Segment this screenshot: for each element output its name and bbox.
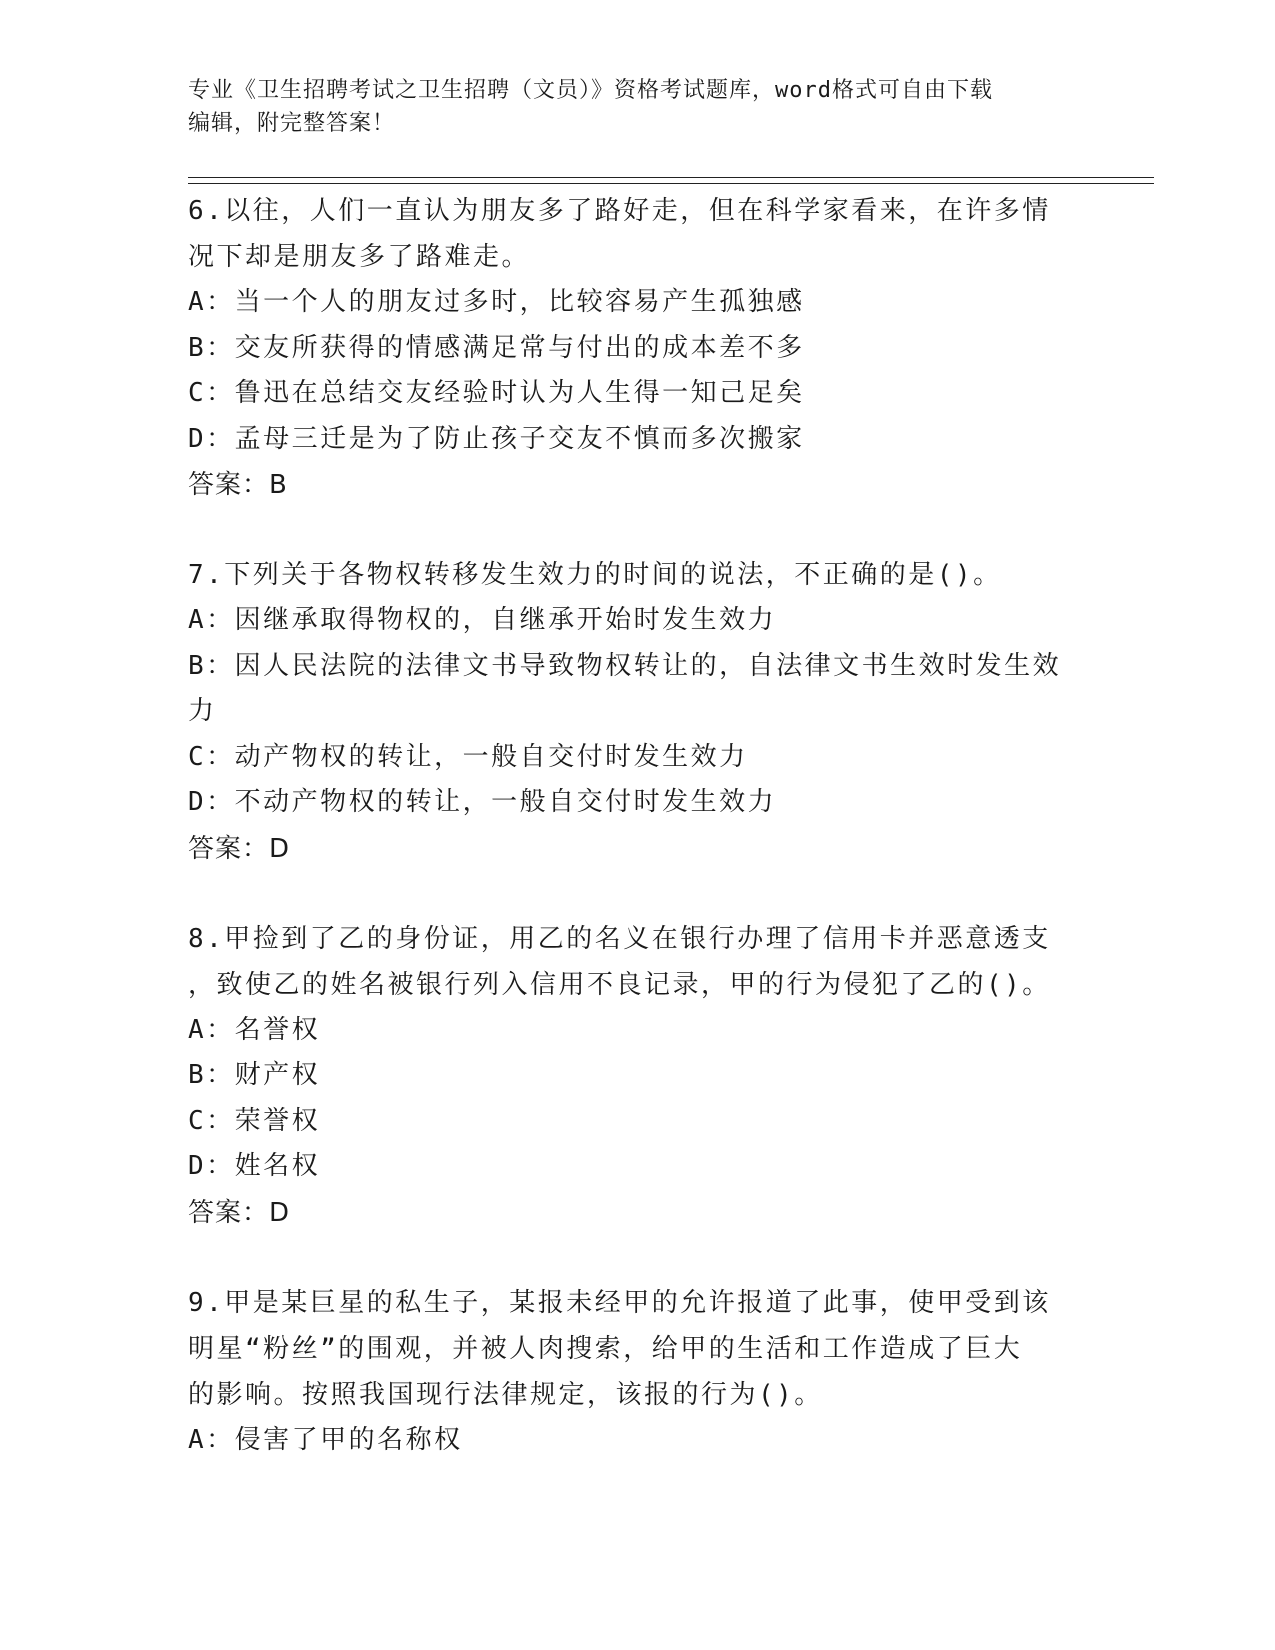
spacer: [188, 872, 1088, 916]
option-b-continued: 力: [188, 696, 217, 726]
option-d: D：孟母三迁是为了防止孩子交友不慎而多次搬家: [188, 423, 805, 454]
option-c: C：鲁迅在总结交友经验时认为人生得一知己足矣: [188, 378, 805, 408]
option-d: D：姓名权: [188, 1151, 321, 1181]
question-stem: 9.甲是某巨星的私生子，某报未经甲的允许报道了此事，使甲受到该: [188, 1287, 1051, 1318]
option-a: A：当一个人的朋友过多时，比较容易产生孤独感: [188, 287, 805, 317]
header-divider-top: [188, 177, 1154, 178]
answer-line: 答案：B: [188, 470, 288, 500]
question-stem: 6.以往，人们一直认为朋友多了路好走，但在科学家看来，在许多情: [188, 196, 1051, 226]
option-a: A：名誉权: [188, 1014, 321, 1045]
question-list: [188, 188, 1088, 1463]
question-stem: 况下却是朋友多了路难走。: [188, 242, 531, 272]
question-stem: ，致使乙的姓名被银行列入信用不良记录，甲的行为侵犯了乙的()。: [188, 969, 1051, 1000]
spacer: [188, 508, 1088, 552]
question-stem: 的影响。按照我国现行法律规定，该报的行为()。: [188, 1379, 823, 1410]
option-c: C：荣誉权: [188, 1105, 321, 1136]
question-stem: 明星“粉丝”的围观，并被人肉搜索，给甲的生活和工作造成了巨大: [188, 1333, 1023, 1364]
question-6: [188, 188, 1088, 508]
question-8: [188, 916, 1088, 1236]
option-d: D：不动产物权的转让，一般自交付时发生效力: [188, 787, 777, 817]
answer-line: 答案：D: [188, 1197, 291, 1228]
option-c: C：动产物权的转让，一般自交付时发生效力: [188, 741, 748, 772]
question-stem: 7.下列关于各物权转移发生效力的时间的说法，不正确的是()。: [188, 560, 1002, 590]
question-7: [188, 552, 1088, 872]
header-divider-bottom: [188, 183, 1154, 184]
header-line-1: 专业《卫生招聘考试之卫生招聘（文员）》资格考试题库，word格式可自由下载: [188, 78, 993, 103]
answer-line: 答案：D: [188, 833, 291, 864]
spacer: [188, 1236, 1088, 1280]
header-line-2: 编辑，附完整答案！: [188, 111, 396, 136]
option-b: B：财产权: [188, 1060, 321, 1090]
option-a: A：因继承取得物权的，自继承开始时发生效力: [188, 605, 777, 635]
question-stem: 8.甲捡到了乙的身份证，用乙的名义在银行办理了信用卡并恶意透支: [188, 923, 1051, 954]
option-b: B：因人民法院的法律文书导致物权转让的，自法律文书生效时发生效: [188, 650, 1062, 681]
question-9: [188, 1280, 1088, 1464]
option-a: A：侵害了甲的名称权: [188, 1424, 463, 1455]
option-b: B：交友所获得的情感满足常与付出的成本差不多: [188, 332, 805, 363]
document-header: [188, 74, 1068, 140]
